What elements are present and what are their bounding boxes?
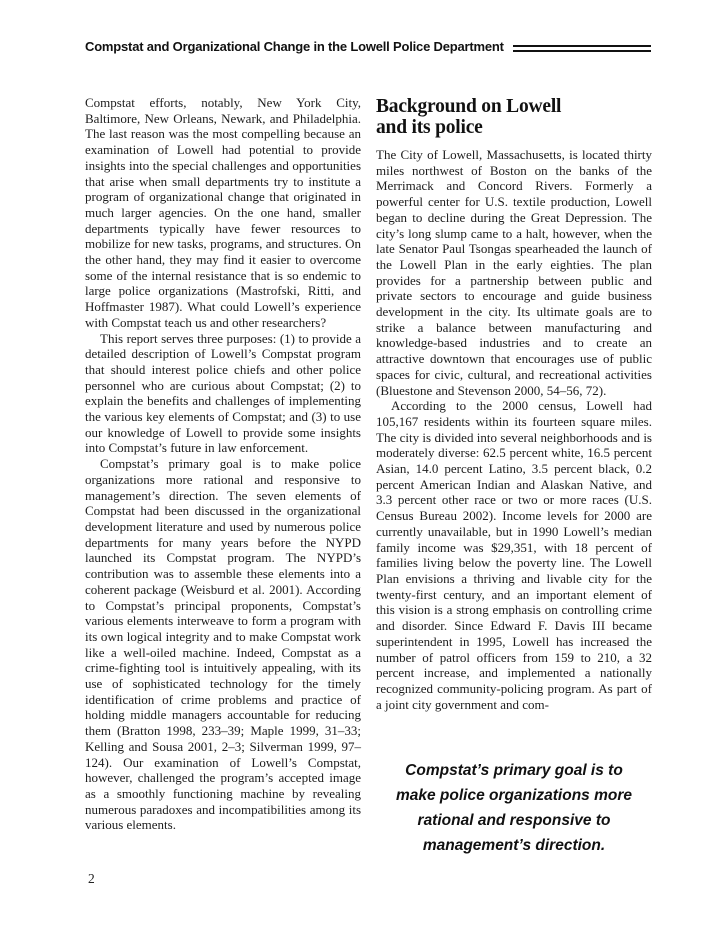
header-double-rule (513, 45, 651, 52)
body-paragraph: Compstat efforts, notably, New York City, Baltimore, New Orleans, Newark, and Philadelphia. The last reason was the most compelling because an examination of Lowell had potential to provide insights into the special challenges and opportunities that arise when small departments try to institute a program of organizational change that originated in much larger agencies. On the one hand, smaller departments typically have fewer resources to mobilize for new tasks, programs, and structures. On the other hand, they may find it easier to overcome some of the internal resistance that is so endemic to large police organizations (Mastrofski, Ritti, and Hoffmaster 1987). What could Lowell’s experience with Compstat teach us and other researchers? (85, 95, 361, 330)
running-header (85, 39, 651, 54)
section-heading-line: Background on Lowell (376, 96, 562, 117)
body-paragraph: The City of Lowell, Massachusetts, is located thirty miles northwest of Boston on the banks of the Merrimack and Concord Rivers. Formerly a powerful center for U.S. textile production, Lowell began to decline during the Great Depression. The city’s long slump came to a halt, however, when the late Senator Paul Tsongas spearheaded the launch of the Lowell Plan in the early eighties. The plan provides for a partnership between public and private sectors to encourage and guide business development in the city. Its ultimate goals are to strike a balance between manufacturing and knowledge-based industries and to create an attractive downtown that encourages use of public spaces for civic, cultural, and recreational activities (Bluestone and Stevenson 2000, 54–56, 72). (376, 147, 652, 398)
right-column (376, 95, 652, 858)
page-number: 2 (88, 871, 95, 886)
body-paragraph: According to the 2000 census, Lowell had 105,167 residents within its fourteen square miles. The city is divided into several neighborhoods and is moderately diverse: 62.5 percent white, 16.5 percent Asian, 14.0 percent Latino, 3.5 percent black, 0.2 percent American Indian and Alaskan Native, and 3.3 percent other race or two or more races (U.S. Census Bureau 2002). Income levels for 2000 are currently unavailable, but in 1990 Lowell’s median family income was $29,351, with 18 percent of families living below the poverty line. The Lowell Plan envisions a thriving and livable city for the twenty-first century, and an important element of this vision is a strong emphasis on controlling crime and disorder. Since Edward F. Davis III became superintendent in 1995, Lowell has increased the number of patrol officers from 159 to 210, a 32 percent increase, and implemented a nationally recognized community-policing program. As part of a joint city government and com- (376, 398, 652, 712)
section-heading-line: and its police (376, 117, 483, 138)
section-heading (376, 96, 652, 138)
body-paragraph: This report serves three purposes: (1) to provide a detailed description of Lowell’s Compstat program that should interest police chiefs and other police personnel who are curious about Compstat; (2) to explain the benefits and challenges of implementing the various key elements of Compstat; and (3) to use our knowledge of Lowell to provide some insights into Compstat’s future in law enforcement. (85, 330, 361, 456)
left-column (85, 95, 361, 858)
two-column-body (85, 95, 652, 858)
running-header-title: Compstat and Organizational Change in the Lowell Police Department (85, 39, 504, 54)
pull-quote: Compstat’s primary goal is to make police organizations more rational and responsive to management’s direction. (395, 762, 632, 855)
body-paragraph: Compstat’s primary goal is to make police organizations more rational and responsive to management’s direction. The seven elements of Compstat had been discussed in the organizational development literature and used by numerous police departments for many years before the NYPD launched its Compstat program. The NYPD’s contribution was to assemble these elements into a coherent package (Weisburd et al. 2001). According to Compstat’s principal proponents, Compstat’s various elements interweave to form a program with its own logical integrity and to make Compstat work like a well-oiled machine. Indeed, Compstat as a crime-fighting tool is intuitively appealing, with its use of sophisticated technology for the timely identification of crime problems and practice of holding middle managers accountable for reducing them (Bratton 1998, 233–39; Maple 1999, 31–33; Kelling and Sousa 2001, 2–3; Silverman 1999, 97–124). Our examination of Lowell’s Compstat, however, challenged the program’s accepted image as a smoothly functioning machine by revealing numerous paradoxes and incompatibilities among its various elements. (85, 456, 361, 833)
